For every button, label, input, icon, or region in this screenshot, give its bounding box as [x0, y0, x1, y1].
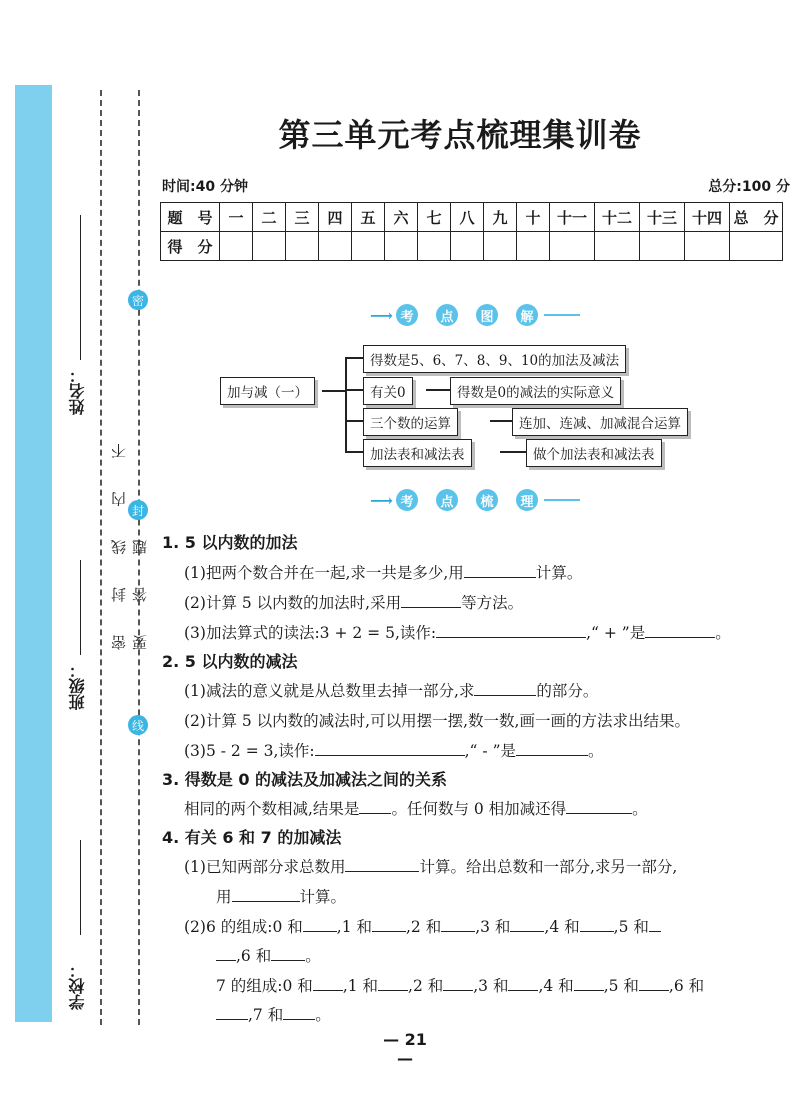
s1-line-3 — [184, 621, 731, 643]
connector — [490, 420, 512, 422]
col-4: 四 — [319, 203, 352, 232]
text: 计算。 — [299, 888, 347, 906]
text: ,4 和 — [544, 918, 580, 936]
arrow-icon: ⟶ — [370, 305, 393, 325]
answer-blank[interactable] — [566, 799, 632, 814]
banner-underline — [544, 499, 580, 501]
seal-xian: 线 — [128, 715, 148, 735]
binding-strip — [15, 85, 52, 1022]
answer-blank[interactable] — [303, 917, 337, 932]
name-field-line — [80, 215, 81, 360]
table-row — [161, 203, 783, 232]
section-4-title: 4. 有关 6 和 7 的加减法 — [162, 828, 342, 847]
text: ,6 和 — [236, 947, 272, 965]
score-cell[interactable] — [352, 232, 385, 261]
banner-char: 点 — [436, 489, 458, 511]
text: 。任何数与 0 相加减还得 — [391, 800, 567, 818]
connector — [345, 389, 363, 391]
text: 。 — [315, 1006, 331, 1024]
answer-blank[interactable] — [345, 857, 419, 872]
text: 。 — [715, 624, 731, 642]
answer-blank[interactable] — [372, 917, 406, 932]
connector — [322, 390, 346, 392]
text: (2)计算 5 以内数的加法时,采用 — [184, 594, 402, 612]
text: 。 — [588, 742, 604, 760]
text: ,“ + ”是 — [586, 624, 646, 642]
col-2: 二 — [253, 203, 286, 232]
score-cell[interactable] — [730, 232, 783, 261]
table-row — [161, 232, 783, 261]
school-field[interactable] — [66, 840, 89, 1010]
answer-blank[interactable] — [649, 917, 661, 932]
text: ,4 和 — [538, 977, 574, 995]
s4-line-1 — [184, 855, 677, 877]
answer-blank[interactable] — [313, 976, 343, 991]
connector — [345, 357, 347, 452]
text: (1)已知两部分求总数用 — [184, 858, 346, 876]
total-score: 总分:100 分 — [708, 179, 790, 195]
total-label: 总 分 — [730, 203, 783, 232]
col-9: 九 — [484, 203, 517, 232]
score-cell[interactable] — [418, 232, 451, 261]
col-10: 十 — [517, 203, 550, 232]
mindmap-branch-2-child: 得数是0的减法的实际意义 — [450, 377, 621, 405]
connector — [500, 451, 526, 453]
banner-char: 解 — [516, 304, 538, 326]
connector — [345, 357, 363, 359]
seal-feng: 封 — [128, 500, 148, 520]
score-cell[interactable] — [595, 232, 640, 261]
s4-line-3 — [184, 915, 661, 937]
school-label: 学校： — [68, 962, 87, 1010]
answer-blank[interactable] — [508, 976, 538, 991]
mindmap-root: 加与减（一） — [220, 377, 315, 405]
score-cell[interactable] — [685, 232, 730, 261]
col-6: 六 — [385, 203, 418, 232]
col-7: 七 — [418, 203, 451, 232]
text: ,3 和 — [473, 977, 509, 995]
section-1-title: 1. 5 以内数的加法 — [162, 533, 298, 552]
mindmap-branch-4-child: 做个加法表和减法表 — [526, 439, 662, 467]
answer-blank[interactable] — [580, 917, 614, 932]
banner-review — [370, 487, 580, 513]
col-12: 十二 — [595, 203, 640, 232]
name-label: 姓名： — [68, 367, 87, 415]
col-8: 八 — [451, 203, 484, 232]
answer-blank[interactable] — [443, 976, 473, 991]
banner-char: 理 — [516, 489, 538, 511]
s1-line-1 — [184, 561, 582, 583]
name-field[interactable] — [66, 215, 89, 415]
score-cell[interactable] — [319, 232, 352, 261]
score-cell[interactable] — [220, 232, 253, 261]
time-limit: 时间:40 分钟 — [162, 179, 248, 195]
class-field-line — [80, 560, 81, 655]
class-field[interactable] — [66, 560, 89, 710]
answer-blank[interactable] — [441, 917, 475, 932]
answer-blank[interactable] — [378, 976, 408, 991]
score-label: 得 分 — [161, 232, 220, 261]
s4-line-6 — [216, 1003, 331, 1025]
text: ,5 和 — [603, 977, 639, 995]
section-2-title: 2. 5 以内数的减法 — [162, 652, 298, 671]
score-cell[interactable] — [550, 232, 595, 261]
answer-blank[interactable] — [232, 887, 300, 902]
score-cell[interactable] — [385, 232, 418, 261]
text: ,3 和 — [475, 918, 511, 936]
answer-blank[interactable] — [574, 976, 604, 991]
connector — [426, 389, 450, 391]
section-3-title: 3. 得数是 0 的减法及加减法之间的关系 — [162, 770, 448, 789]
text: ,5 和 — [613, 918, 649, 936]
binding-dashed-line — [100, 90, 102, 1025]
text: ,2 和 — [408, 977, 444, 995]
text: (3)加法算式的读法:3 + 2 = 5,读作: — [184, 624, 437, 642]
text: 。 — [305, 947, 321, 965]
banner-char: 点 — [436, 304, 458, 326]
s3-line-1 — [184, 797, 648, 819]
page-number: — 21 — — [383, 1030, 427, 1068]
score-cell[interactable] — [640, 232, 685, 261]
text: (1)把两个数合并在一起,求一共是多少,用 — [184, 564, 464, 582]
text: ,7 和 — [248, 1006, 284, 1024]
text: 用 — [216, 888, 232, 906]
answer-blank[interactable] — [216, 1005, 248, 1020]
page-title: 第三单元考点梳理集训卷 — [278, 116, 642, 154]
mindmap-branch-2: 有关0 — [363, 377, 413, 405]
mindmap-branch-3: 三个数的运算 — [363, 408, 458, 436]
score-table — [160, 202, 783, 261]
arrow-icon: ⟶ — [370, 490, 393, 510]
answer-blank[interactable] — [216, 946, 236, 961]
answer-blank[interactable] — [639, 976, 669, 991]
score-cell[interactable] — [253, 232, 286, 261]
s2-line-3 — [184, 739, 604, 761]
text: ,1 和 — [336, 918, 372, 936]
s2-line-2: (2)计算 5 以内数的减法时,可以用摆一摆,数一数,画一画的方法求出结果。 — [184, 712, 690, 730]
text: 。 — [632, 800, 648, 818]
text: 7 的组成:0 和 — [216, 977, 313, 995]
banner-char: 图 — [476, 304, 498, 326]
mindmap-branch-3-child: 连加、连减、加减混合运算 — [512, 408, 688, 436]
s4-line-2 — [216, 885, 346, 907]
answer-blank[interactable] — [510, 917, 544, 932]
score-cell[interactable] — [484, 232, 517, 261]
text: ,6 和 — [668, 977, 705, 995]
text: (2)6 的组成:0 和 — [184, 918, 303, 936]
s1-line-2 — [184, 591, 523, 613]
answer-blank[interactable] — [401, 593, 461, 608]
connector — [345, 451, 363, 453]
answer-blank[interactable] — [474, 681, 536, 696]
class-label: 班级： — [68, 662, 87, 710]
text: 计算。给出总数和一部分,求另一部分, — [419, 858, 678, 876]
mindmap-branch-4: 加法表和减法表 — [363, 439, 472, 467]
connector — [345, 420, 363, 422]
answer-blank[interactable] — [271, 946, 305, 961]
answer-blank[interactable] — [359, 799, 391, 814]
answer-blank[interactable] — [516, 741, 588, 756]
text: 相同的两个数相减,结果是 — [184, 800, 360, 818]
s4-line-5 — [216, 974, 704, 996]
banner-diagram — [370, 302, 580, 328]
score-cell[interactable] — [286, 232, 319, 261]
question-number-label: 题 号 — [161, 203, 220, 232]
s4-line-4 — [216, 944, 321, 966]
answer-blank[interactable] — [645, 623, 715, 638]
text: ,2 和 — [405, 918, 442, 936]
banner-char: 考 — [396, 304, 418, 326]
score-cell[interactable] — [517, 232, 550, 261]
text: 计算。 — [535, 564, 583, 582]
text: (3)5 - 2 = 3,读作: — [184, 742, 315, 760]
no-answer-warning: 密 封 线 内 不 要 答 题 — [110, 429, 149, 650]
text: ,“ - ”是 — [464, 742, 516, 760]
answer-blank[interactable] — [283, 1005, 315, 1020]
seal-mi: 密 — [128, 290, 148, 310]
text: (1)减法的意义就是从总数里去掉一部分,求 — [184, 682, 475, 700]
text: 的部分。 — [536, 682, 599, 700]
school-field-line — [80, 840, 81, 935]
col-5: 五 — [352, 203, 385, 232]
score-cell[interactable] — [451, 232, 484, 261]
banner-underline — [544, 314, 580, 316]
col-14: 十四 — [685, 203, 730, 232]
text: ,1 和 — [342, 977, 379, 995]
answer-blank[interactable] — [464, 563, 536, 578]
mindmap-branch-1: 得数是5、6、7、8、9、10的加法及减法 — [363, 345, 626, 373]
col-11: 十一 — [550, 203, 595, 232]
answer-blank[interactable] — [315, 741, 465, 756]
banner-char: 考 — [396, 489, 418, 511]
text: 等方法。 — [461, 594, 524, 612]
answer-blank[interactable] — [436, 623, 586, 638]
col-1: 一 — [220, 203, 253, 232]
col-3: 三 — [286, 203, 319, 232]
banner-char: 梳 — [476, 489, 498, 511]
col-13: 十三 — [640, 203, 685, 232]
s2-line-1 — [184, 679, 598, 701]
